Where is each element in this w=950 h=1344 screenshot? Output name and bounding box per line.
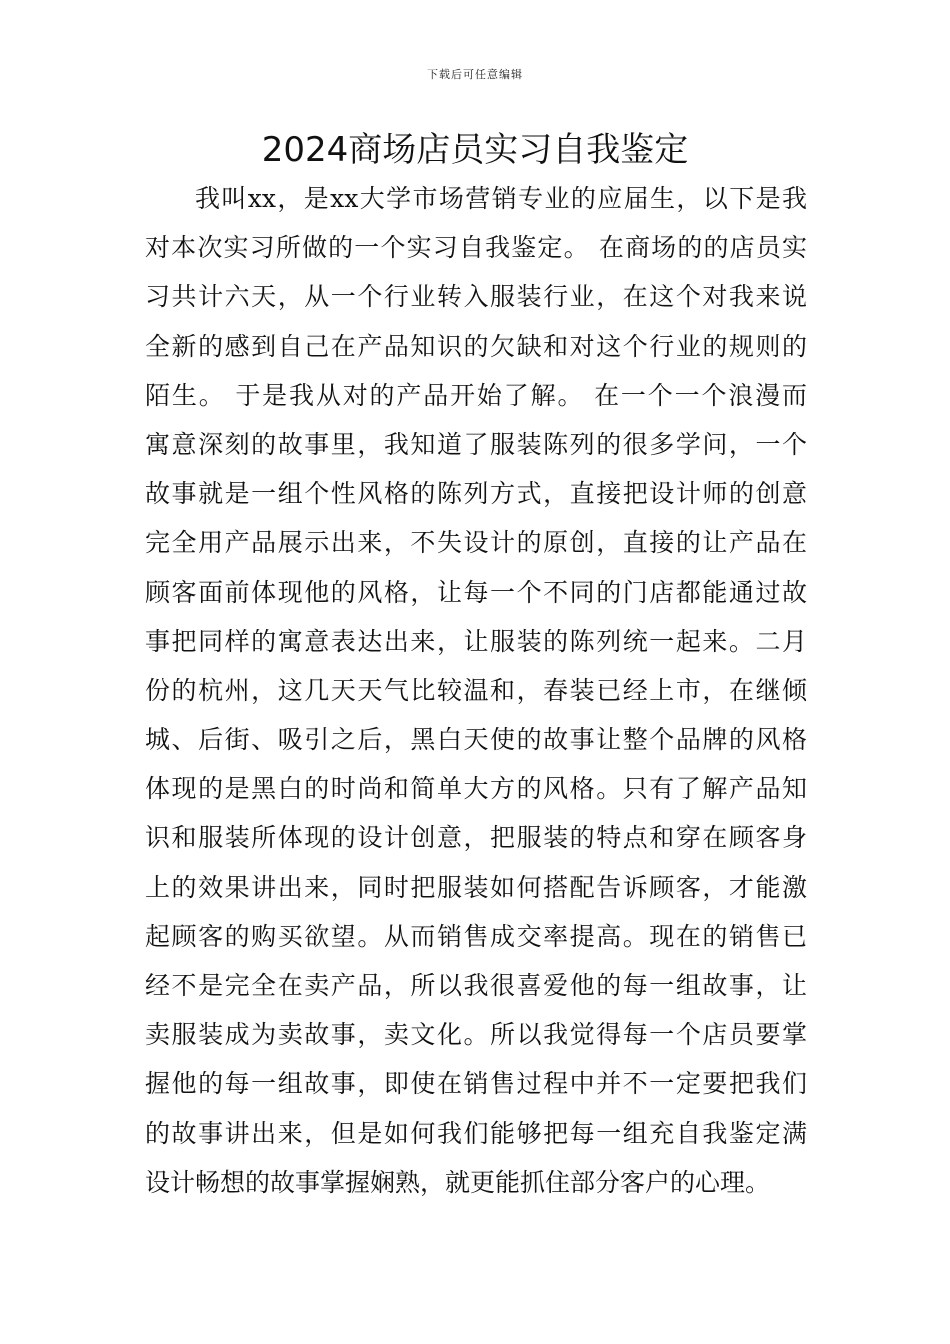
document-title: 2024商场店员实习自我鉴定 [261, 130, 689, 170]
body-line: 全新的感到自己在产品知识的欠缺和对这个行业的规则的 [145, 331, 807, 361]
body-line: 陌生。 于是我从对的产品开始了解。 在一个一个浪漫而 [145, 380, 807, 410]
body-line: 握他的每一组故事，即使在销售过程中并不一定要把我们 [145, 1069, 807, 1099]
body-line: 城、后街、吸引之后，黑白天使的故事让整个品牌的风格 [145, 725, 807, 755]
document-body [145, 174, 807, 1207]
body-line: 寓意深刻的故事里，我知道了服装陈列的很多学问，一个 [145, 429, 807, 459]
body-line: 卖服装成为卖故事，卖文化。所以我觉得每一个店员要掌 [145, 1020, 807, 1050]
body-line: 习共计六天，从一个行业转入服装行业，在这个对我来说 [145, 282, 807, 312]
body-line: 完全用产品展示出来，不失设计的原创，直接的让产品在 [145, 528, 807, 558]
body-line: 事把同样的寓意表达出来，让服装的陈列统一起来。二月 [145, 626, 807, 656]
body-line: 顾客面前体现他的风格，让每一个不同的门店都能通过故 [145, 577, 807, 607]
body-line: 识和服装所体现的设计创意，把服装的特点和穿在顾客身 [145, 823, 807, 853]
body-line: 的故事讲出来，但是如何我们能够把每一组充自我鉴定满 [145, 1118, 807, 1148]
body-line: 上的效果讲出来，同时把服装如何搭配告诉顾客，才能激 [145, 872, 807, 902]
header-note: 下载后可任意编辑 [427, 68, 523, 81]
body-line: 起顾客的购买欲望。从而销售成交率提高。现在的销售已 [145, 921, 807, 951]
body-line: 故事就是一组个性风格的陈列方式，直接把设计师的创意 [145, 479, 807, 509]
body-line: 体现的是黑白的时尚和简单大方的风格。只有了解产品知 [145, 774, 807, 804]
body-line: 设计畅想的故事掌握娴熟，就更能抓住部分客户的心理。 [145, 1167, 771, 1197]
body-line: 对本次实习所做的一个实习自我鉴定。 在商场的的店员实 [145, 233, 807, 263]
body-line: 我叫xx，是xx大学市场营销专业的应届生，以下是我 [195, 184, 807, 213]
body-line: 经不是完全在卖产品，所以我很喜爱他的每一组故事，让 [145, 971, 807, 1000]
body-line: 份的杭州，这几天天气比较温和，春装已经上市，在继倾 [145, 675, 807, 705]
